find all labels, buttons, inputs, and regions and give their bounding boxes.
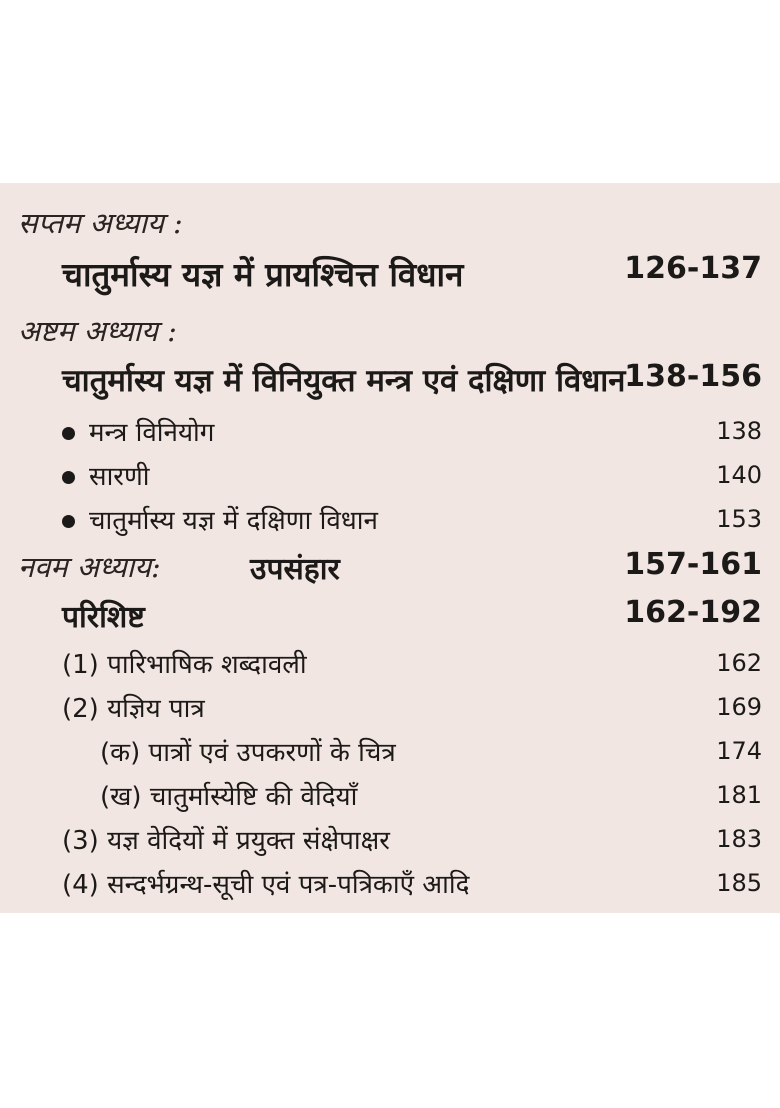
chapter9-title: उपसंहार (250, 552, 340, 587)
item-page: 169 (716, 693, 762, 721)
chapter7-title: चातुर्मास्य यज्ञ में प्रायश्चित्त विधान (62, 255, 464, 294)
chapter8-title: चातुर्मास्य यज्ञ में विनियुक्त मन्त्र एवं दक्षिणा विधान (62, 363, 626, 399)
item-text: सारणी (89, 462, 150, 492)
chapter9-pages: 157-161 (624, 547, 762, 582)
item-text: मन्त्र विनियोग (89, 418, 215, 448)
bullet-icon (62, 515, 75, 528)
item-text: (ख) चातुर्मास्येष्टि की वेदियाँ (100, 782, 358, 812)
item-page: 185 (716, 869, 762, 897)
chapter7-pages: 126-137 (624, 251, 762, 286)
chapter8-pages: 138-156 (624, 359, 762, 394)
appendix-title: परिशिष्ट (62, 600, 145, 635)
item-text: चातुर्मास्य यज्ञ में दक्षिणा विधान (89, 506, 378, 536)
item-page: 153 (716, 505, 762, 533)
chapter9-label: नवम अध्याय: (18, 550, 161, 584)
bullet-icon (62, 471, 75, 484)
item-text: (1) पारिभाषिक शब्दावली (62, 650, 307, 680)
item-page: 174 (716, 737, 762, 765)
item-page: 162 (716, 649, 762, 677)
book-page (0, 183, 780, 913)
item-text: (2) यज्ञिय पात्र (62, 694, 205, 724)
appendix-pages: 162-192 (624, 595, 762, 630)
item-text: (4) सन्दर्भग्रन्थ-सूची एवं पत्र-पत्रिकाएँ आदि (62, 870, 470, 900)
item-page: 181 (716, 781, 762, 809)
bullet-icon (62, 427, 75, 440)
item-text: (3) यज्ञ वेदियों में प्रयुक्त संक्षेपाक्षर (62, 826, 390, 856)
chapter7-label: सप्तम अध्याय : (18, 206, 183, 240)
item-page: 183 (716, 825, 762, 853)
item-text: (क) पात्रों एवं उपकरणों के चित्र (100, 738, 396, 768)
item-page: 140 (716, 461, 762, 489)
item-page: 138 (716, 417, 762, 445)
chapter8-label: अष्टम अध्याय : (18, 314, 177, 348)
